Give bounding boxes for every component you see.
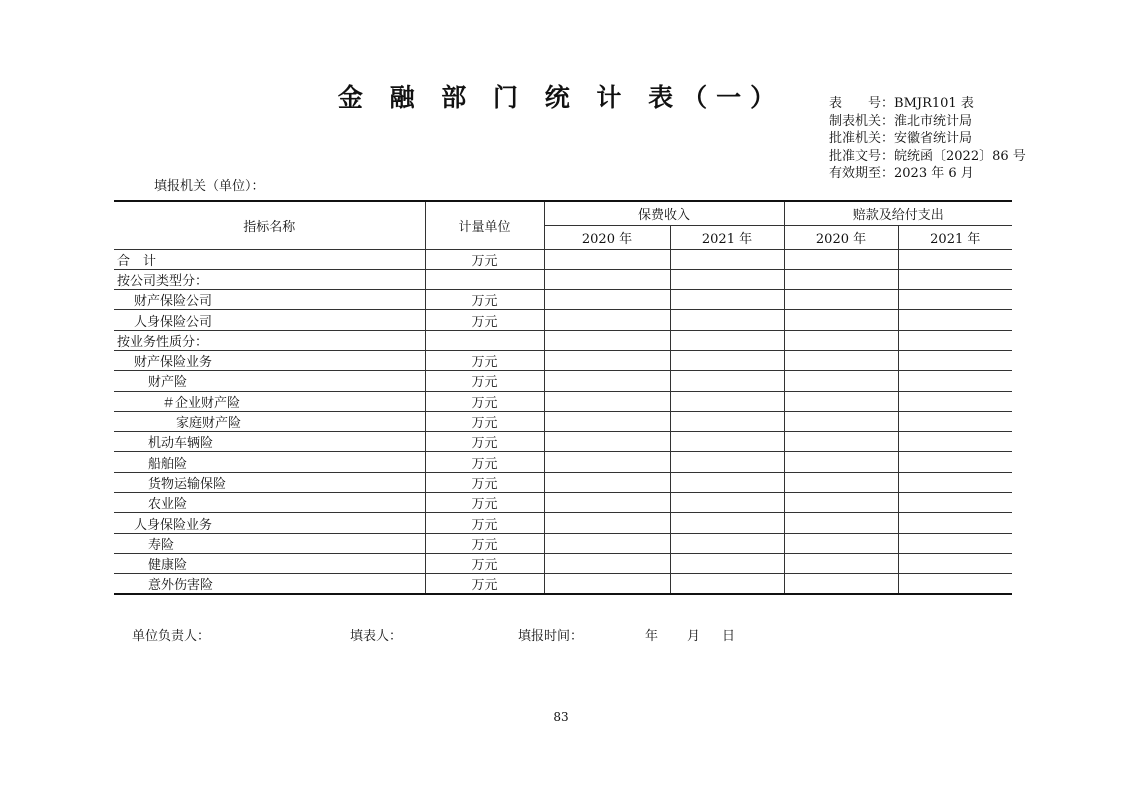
data-cell[interactable] (544, 249, 670, 269)
header-claims-payout: 赔款及给付支出 (784, 201, 1012, 225)
footer-month-label: 月 (687, 629, 701, 644)
data-cell[interactable] (898, 310, 1012, 330)
data-cell[interactable] (898, 493, 1012, 513)
data-cell[interactable] (898, 432, 1012, 452)
data-cell[interactable] (898, 533, 1012, 553)
data-cell[interactable] (544, 330, 670, 350)
row-name: 寿险 (114, 533, 425, 553)
data-cell[interactable] (898, 269, 1012, 289)
table-row (114, 472, 1012, 492)
data-cell[interactable] (670, 574, 784, 595)
row-unit: 万元 (425, 432, 544, 452)
data-cell[interactable] (670, 249, 784, 269)
data-cell[interactable] (784, 350, 898, 370)
row-name: 财产保险业务 (114, 350, 425, 370)
data-cell[interactable] (544, 533, 670, 553)
data-cell[interactable] (784, 330, 898, 350)
data-cell[interactable] (544, 371, 670, 391)
row-unit: 万元 (425, 391, 544, 411)
page-number: 83 (553, 710, 569, 724)
data-cell[interactable] (784, 553, 898, 573)
data-cell[interactable] (544, 432, 670, 452)
table-row (114, 432, 1012, 452)
filing-org-label: 填报机关（单位）： (154, 179, 265, 194)
data-cell[interactable] (784, 493, 898, 513)
row-unit: 万元 (425, 371, 544, 391)
data-cell[interactable] (898, 553, 1012, 573)
data-cell[interactable] (670, 310, 784, 330)
table-row (114, 391, 1012, 411)
data-cell[interactable] (544, 391, 670, 411)
form-meta (829, 95, 1026, 183)
data-cell[interactable] (670, 391, 784, 411)
statistics-table (114, 200, 1012, 595)
data-cell[interactable] (784, 411, 898, 431)
page-title: 金 融 部 门 统 计 表（一） (337, 83, 785, 112)
data-cell[interactable] (898, 350, 1012, 370)
data-cell[interactable] (670, 411, 784, 431)
table-row (114, 553, 1012, 573)
row-unit: 万元 (425, 493, 544, 513)
data-cell[interactable] (784, 290, 898, 310)
table-row (114, 493, 1012, 513)
table-row (114, 269, 1012, 289)
row-unit: 万元 (425, 472, 544, 492)
data-cell[interactable] (784, 574, 898, 595)
footer-fill-time-label: 填报时间： (518, 629, 584, 644)
data-cell[interactable] (784, 533, 898, 553)
data-cell[interactable] (544, 269, 670, 289)
data-cell[interactable] (544, 513, 670, 533)
row-unit (425, 330, 544, 350)
meta-form-number: 表 号：BMJR101 表 (829, 96, 974, 111)
header-year-2020-claims: 2020 年 (784, 225, 898, 249)
data-cell[interactable] (784, 391, 898, 411)
data-cell[interactable] (898, 574, 1012, 595)
table-row (114, 513, 1012, 533)
data-cell[interactable] (784, 310, 898, 330)
header-unit: 计量单位 (425, 201, 544, 249)
table-row (114, 350, 1012, 370)
data-cell[interactable] (898, 330, 1012, 350)
data-cell[interactable] (898, 249, 1012, 269)
row-unit: 万元 (425, 513, 544, 533)
data-cell[interactable] (544, 493, 670, 513)
table-row (114, 249, 1012, 269)
row-unit: 万元 (425, 290, 544, 310)
table-row (114, 574, 1012, 595)
data-cell[interactable] (784, 249, 898, 269)
data-cell[interactable] (898, 411, 1012, 431)
data-cell[interactable] (544, 350, 670, 370)
meta-approval-document: 批准文号：皖统函〔2022〕86 号 (829, 148, 1026, 164)
table-row (114, 452, 1012, 472)
data-cell[interactable] (898, 472, 1012, 492)
meta-approving-authority: 批准机关：安徽省统计局 (829, 131, 973, 146)
data-cell[interactable] (670, 432, 784, 452)
row-unit: 万元 (425, 350, 544, 370)
data-cell[interactable] (670, 350, 784, 370)
table-row (114, 371, 1012, 391)
data-cell[interactable] (670, 553, 784, 573)
row-name: 人身保险公司 (114, 310, 425, 330)
meta-valid-until: 有效期至：2023 年 6 月 (829, 166, 974, 181)
meta-issuing-authority: 制表机关：淮北市统计局 (829, 113, 973, 129)
data-cell[interactable] (670, 290, 784, 310)
data-cell[interactable] (670, 513, 784, 533)
table-row (114, 290, 1012, 310)
data-cell[interactable] (544, 452, 670, 472)
row-name: 农业险 (114, 493, 425, 513)
header-year-2021-premium: 2021 年 (670, 225, 784, 249)
table-row (114, 533, 1012, 553)
row-name: 按业务性质分： (114, 330, 425, 350)
data-cell[interactable] (544, 310, 670, 330)
data-cell[interactable] (670, 533, 784, 553)
data-cell[interactable] (670, 269, 784, 289)
data-cell[interactable] (544, 290, 670, 310)
row-name: 按公司类型分： (114, 269, 425, 289)
table-row (114, 411, 1012, 431)
row-unit: 万元 (425, 249, 544, 269)
row-name: 财产险 (114, 371, 425, 391)
row-name: 意外伤害险 (114, 574, 425, 595)
header-premium-income: 保费收入 (544, 201, 784, 225)
data-cell[interactable] (784, 269, 898, 289)
header-year-2021-claims: 2021 年 (898, 225, 1012, 249)
data-cell[interactable] (544, 472, 670, 492)
footer-year-label: 年 (645, 629, 659, 644)
data-cell[interactable] (898, 391, 1012, 411)
data-cell[interactable] (784, 472, 898, 492)
row-name: ＃企业财产险 (114, 391, 425, 411)
table-row (114, 330, 1012, 350)
data-cell[interactable] (784, 513, 898, 533)
row-name: 家庭财产险 (114, 411, 425, 431)
data-cell[interactable] (670, 452, 784, 472)
row-name: 货物运输保险 (114, 472, 425, 492)
data-cell[interactable] (898, 452, 1012, 472)
row-name: 合 计 (114, 249, 425, 269)
data-cell[interactable] (898, 513, 1012, 533)
data-cell[interactable] (544, 411, 670, 431)
row-unit (425, 269, 544, 289)
row-name: 船舶险 (114, 452, 425, 472)
data-cell[interactable] (670, 472, 784, 492)
data-cell[interactable] (670, 371, 784, 391)
data-cell[interactable] (784, 452, 898, 472)
data-cell[interactable] (784, 432, 898, 452)
table-row (114, 310, 1012, 330)
footer-responsible-label: 单位负责人： (132, 629, 211, 644)
row-unit: 万元 (425, 574, 544, 595)
data-cell[interactable] (544, 553, 670, 573)
header-year-2020-premium: 2020 年 (544, 225, 670, 249)
row-unit: 万元 (425, 310, 544, 330)
row-unit: 万元 (425, 452, 544, 472)
footer-filler-label: 填表人： (350, 629, 403, 644)
row-name: 财产保险公司 (114, 290, 425, 310)
data-cell[interactable] (670, 493, 784, 513)
data-cell[interactable] (670, 330, 784, 350)
row-unit: 万元 (425, 411, 544, 431)
row-name: 机动车辆险 (114, 432, 425, 452)
row-unit: 万元 (425, 533, 544, 553)
header-indicator-name: 指标名称 (114, 201, 425, 249)
row-name: 健康险 (114, 553, 425, 573)
footer-day-label: 日 (722, 629, 736, 644)
data-cell[interactable] (544, 574, 670, 595)
row-name: 人身保险业务 (114, 513, 425, 533)
data-cell[interactable] (898, 290, 1012, 310)
data-cell[interactable] (784, 371, 898, 391)
row-unit: 万元 (425, 553, 544, 573)
data-cell[interactable] (898, 371, 1012, 391)
